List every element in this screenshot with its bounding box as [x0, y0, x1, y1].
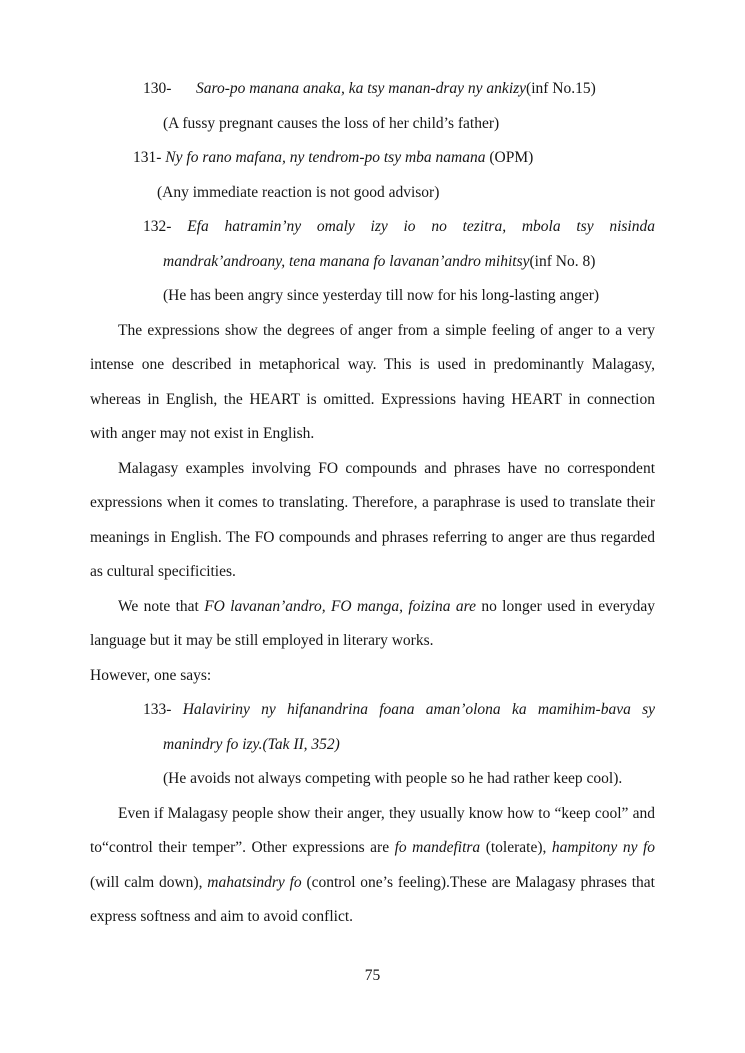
text-run: We note that: [118, 597, 205, 615]
text-run: (control one’s feeling).These are Malagasy phrases that express softness and aim to avoid conflict.: [90, 873, 655, 925]
example-133-translation: [163, 762, 655, 797]
text-run: FO lavanan’andro, FO manga, foizina are: [204, 597, 476, 615]
text-run: (He avoids not always competing with people so he had rather keep cool).: [163, 770, 623, 787]
example-133-line-1: [143, 693, 655, 728]
line-however: [90, 659, 655, 694]
page-number: 75: [364, 967, 381, 984]
example-130-translation: [163, 107, 655, 142]
text-run: Even if Malagasy people show their anger, they usually know how to “keep cool” and to“control their temper”. Other expressions are: [90, 804, 655, 856]
text-run: hampitony ny fo: [551, 839, 656, 856]
text-run: The expressions show the degrees of anger from a simple feeling of anger to a very intense one described in metaphorical way. This is used in predominantly Malagasy, whereas in English, the HEART is omitted. Expressions having HEART in connection with anger may not exist in English.: [90, 321, 655, 442]
paragraph-1: [90, 314, 655, 452]
text-run: (A fussy pregnant causes the loss of her child’s father): [163, 114, 500, 132]
text-run: fo mandefitra: [394, 839, 481, 856]
text-run: (Any immediate reaction is not good advisor): [157, 183, 440, 201]
example-131-line: [133, 141, 655, 176]
example-131-translation: [157, 176, 655, 211]
text-run: Malagasy examples involving FO compounds and phrases have no correspondent expressions when it comes to translating. Therefore, a paraphrase is used to translate their meanings in English. The FO compounds and phrases referring to anger are thus regarded as cultural specificities.: [90, 459, 655, 580]
text-run: (He has been angry since yesterday till now for his long-lasting anger): [163, 287, 600, 304]
text-run: Saro-po manana anaka, ka tsy manan-dray ny ankizy: [196, 80, 527, 97]
example-130-line: [143, 72, 655, 107]
text-block: [90, 72, 655, 935]
text-run: mahatsindry fo: [207, 873, 302, 891]
example-132-line-1: [143, 210, 655, 245]
text-run: (inf No. 8): [529, 252, 596, 270]
text-run: Ny fo rano mafana, ny tendrom-po tsy mba namana: [165, 149, 490, 166]
example-number: 133-: [143, 701, 172, 718]
example-133-line-2: [163, 728, 655, 763]
example-132-translation: [163, 279, 655, 314]
text-run: Efa hatramin’ny omaly izy io no tezitra, mbola tsy nisinda: [187, 218, 655, 235]
text-run: (OPM): [489, 149, 534, 166]
text-run: However, one says:: [90, 666, 212, 684]
text-run: manindry fo izy.(Tak II, 352): [163, 735, 340, 753]
paragraph-3: [90, 590, 655, 659]
example-132-line-2: [163, 245, 655, 280]
text-run: Halaviriny ny hifanandrina foana aman’olona ka mamihim-bava sy: [182, 701, 655, 718]
paragraph-4: [90, 797, 655, 935]
text-run: (will calm down),: [90, 873, 208, 891]
paragraph-2: [90, 452, 655, 590]
example-number: 131-: [133, 149, 162, 166]
text-run: (inf No.15): [526, 80, 596, 97]
example-number: 130-: [143, 80, 172, 97]
text-run: mandrak’androany, tena manana fo lavanan’andro mihitsy: [163, 252, 530, 270]
example-number: 132-: [143, 218, 172, 235]
text-run: no longer used in everyday language but it may be still employed in literary works.: [90, 597, 656, 649]
text-run: (tolerate),: [480, 839, 552, 856]
